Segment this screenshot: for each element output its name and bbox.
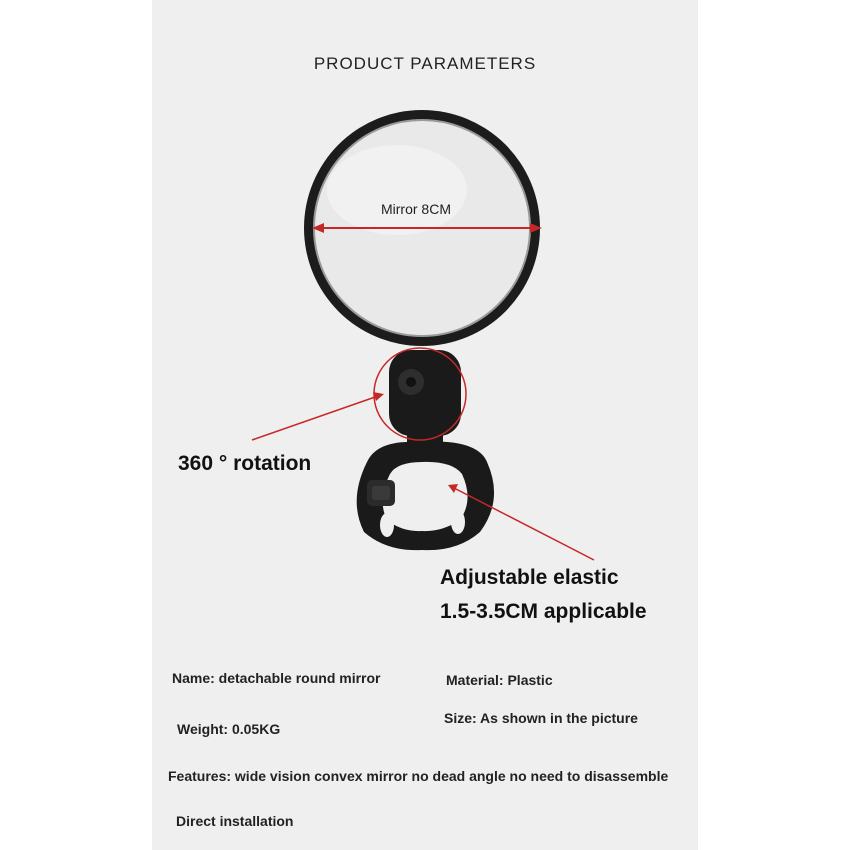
mirror-diagram (152, 0, 698, 640)
mirror-size-label: Mirror 8CM (381, 201, 451, 217)
elastic-label-line1: Adjustable elastic (440, 566, 619, 589)
spec-size: Size: As shown in the picture (444, 710, 638, 726)
spec-material: Material: Plastic (446, 672, 553, 688)
spec-name: Name: detachable round mirror (172, 670, 381, 686)
rotation-label: 360 ° rotation (178, 452, 312, 475)
product-panel (152, 0, 698, 850)
page-title: PRODUCT PARAMETERS (313, 54, 537, 73)
spec-weight: Weight: 0.05KG (177, 721, 281, 737)
spec-features: Features: wide vision convex mirror no dead angle no need to disassemble (168, 768, 669, 784)
rotation-arrow (252, 396, 378, 440)
elastic-label-line2: 1.5-3.5CM applicable (440, 600, 647, 623)
spec-installation: Direct installation (176, 813, 294, 829)
